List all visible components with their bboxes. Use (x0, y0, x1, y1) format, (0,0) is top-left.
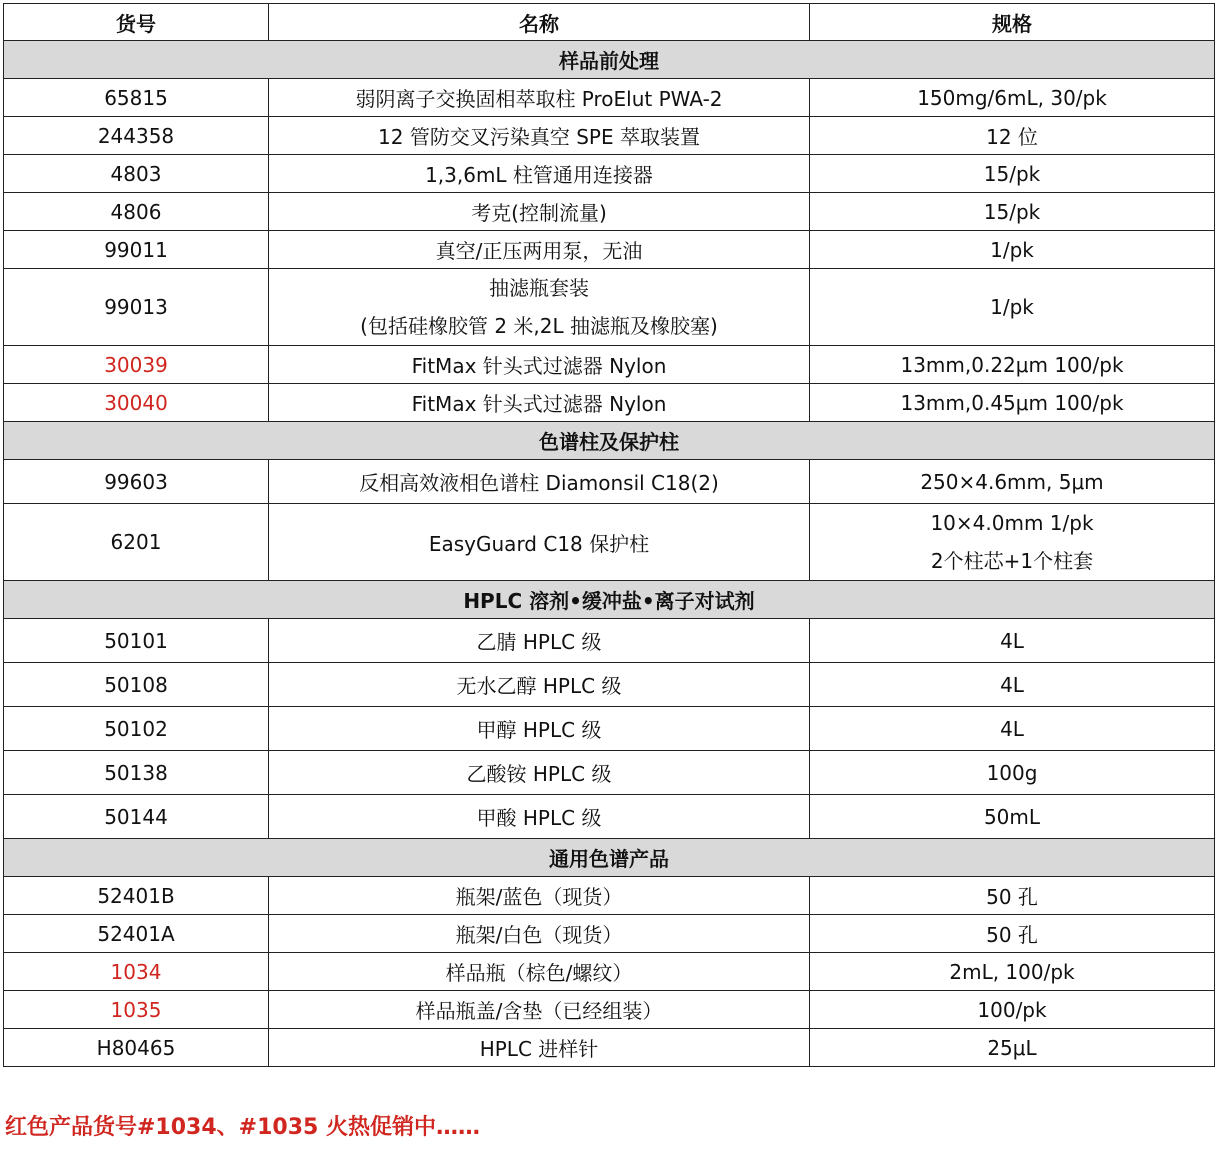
product-name-line: 乙酸铵 HPLC 级 (466, 762, 612, 786)
product-name (269, 155, 810, 193)
product-name-line: 无水乙醇 HPLC 级 (456, 674, 622, 698)
table-row (4, 795, 1215, 839)
table-row (4, 953, 1215, 991)
product-name (269, 953, 810, 991)
product-spec (810, 269, 1215, 346)
product-spec-line: 100g (986, 760, 1038, 785)
product-spec-line: 150mg/6mL, 30/pk (917, 85, 1107, 110)
product-name (269, 707, 810, 751)
table-row (4, 619, 1215, 663)
product-name (269, 269, 810, 346)
product-code: 65815 (4, 79, 269, 117)
product-name (269, 877, 810, 915)
product-spec-line: 4L (1000, 628, 1024, 653)
product-spec-line: 1/pk (990, 237, 1034, 262)
product-code: 6201 (4, 504, 269, 581)
product-name (269, 991, 810, 1029)
product-spec-line: 25μL (987, 1035, 1037, 1060)
product-name (269, 346, 810, 384)
product-name-line: (包括硅橡胶管 2 米,2L 抽滤瓶及橡胶塞) (360, 314, 718, 338)
product-table (3, 3, 1215, 1067)
product-spec (810, 663, 1215, 707)
product-code: 1035 (4, 991, 269, 1029)
section-title: 通用色谱产品 (4, 839, 1215, 877)
product-spec-line: 4L (1000, 716, 1024, 741)
product-code: 244358 (4, 117, 269, 155)
product-spec-line: 250×4.6mm, 5μm (920, 469, 1104, 494)
product-code: 4803 (4, 155, 269, 193)
product-name (269, 79, 810, 117)
table-row (4, 460, 1215, 504)
product-spec (810, 79, 1215, 117)
product-name-line: 反相高效液相色谱柱 Diamonsil C18(2) (359, 471, 719, 495)
product-code: 52401B (4, 877, 269, 915)
header-name: 名称 (269, 4, 810, 41)
product-name (269, 1029, 810, 1067)
product-name (269, 619, 810, 663)
product-name (269, 751, 810, 795)
product-name-line: HPLC 进样针 (479, 1037, 599, 1061)
section-header-row (4, 422, 1215, 460)
product-spec (810, 915, 1215, 953)
product-spec (810, 991, 1215, 1029)
table-row (4, 346, 1215, 384)
table-row (4, 155, 1215, 193)
table-row (4, 79, 1215, 117)
product-spec (810, 795, 1215, 839)
section-header-row (4, 839, 1215, 877)
product-spec (810, 1029, 1215, 1067)
product-name (269, 231, 810, 269)
product-name (269, 504, 810, 581)
product-code: 50138 (4, 751, 269, 795)
product-code: 50102 (4, 707, 269, 751)
product-spec-line: 12 位 (986, 125, 1038, 149)
product-code: 4806 (4, 193, 269, 231)
product-spec (810, 231, 1215, 269)
product-spec (810, 877, 1215, 915)
product-name (269, 460, 810, 504)
table-body (4, 41, 1215, 1067)
table-row (4, 707, 1215, 751)
product-name-line: 1,3,6mL 柱管通用连接器 (425, 163, 653, 187)
section-title: HPLC 溶剂•缓冲盐•离子对试剂 (4, 581, 1215, 619)
product-code: 50144 (4, 795, 269, 839)
header-code: 货号 (4, 4, 269, 41)
table-row (4, 504, 1215, 581)
product-spec-line: 100/pk (977, 997, 1047, 1022)
product-name-line: 样品瓶盖/含垫（已经组装） (415, 999, 663, 1023)
table-row (4, 193, 1215, 231)
header-spec: 规格 (810, 4, 1215, 41)
product-spec (810, 384, 1215, 422)
product-name-line: FitMax 针头式过滤器 Nylon (411, 354, 667, 378)
product-name-line: 考克(控制流量) (471, 201, 607, 225)
product-spec-line: 50mL (983, 804, 1041, 829)
section-title: 样品前处理 (4, 41, 1215, 79)
product-spec-line: 13mm,0.45μm 100/pk (900, 390, 1124, 415)
product-name-line: 真空/正压两用泵，无油 (435, 239, 643, 263)
product-code: 50101 (4, 619, 269, 663)
product-spec-line: 2个柱芯+1个柱套 (930, 549, 1094, 573)
product-spec-line: 15/pk (983, 161, 1041, 186)
table-row (4, 231, 1215, 269)
product-name-line: FitMax 针头式过滤器 Nylon (411, 392, 667, 416)
product-code: 99603 (4, 460, 269, 504)
product-spec (810, 953, 1215, 991)
product-name-line: 样品瓶（棕色/螺纹） (445, 961, 633, 985)
table-row (4, 663, 1215, 707)
product-code: H80465 (4, 1029, 269, 1067)
product-name-line: 瓶架/白色（现货） (455, 923, 623, 947)
product-spec (810, 193, 1215, 231)
product-code: 30040 (4, 384, 269, 422)
table-row (4, 751, 1215, 795)
product-code: 99013 (4, 269, 269, 346)
table-row (4, 915, 1215, 953)
product-name-line: 弱阴离子交换固相萃取柱 ProElut PWA-2 (355, 87, 723, 111)
product-name (269, 663, 810, 707)
product-spec (810, 155, 1215, 193)
product-code: 1034 (4, 953, 269, 991)
table-row (4, 877, 1215, 915)
table-row (4, 269, 1215, 346)
product-name-line: EasyGuard C18 保护柱 (428, 531, 650, 556)
product-spec (810, 460, 1215, 504)
product-name (269, 193, 810, 231)
product-spec-line: 4L (1000, 672, 1024, 697)
section-title: 色谱柱及保护柱 (4, 422, 1215, 460)
product-spec-line: 10×4.0mm 1/pk (930, 511, 1094, 535)
product-spec-line: 50 孔 (986, 923, 1038, 947)
product-name-line: 12 管防交叉污染真空 SPE 萃取装置 (378, 125, 700, 149)
product-code: 50108 (4, 663, 269, 707)
product-name (269, 915, 810, 953)
product-spec (810, 707, 1215, 751)
product-name (269, 795, 810, 839)
product-spec-line: 1/pk (990, 295, 1034, 319)
product-spec (810, 751, 1215, 795)
product-name-line: 瓶架/蓝色（现货） (455, 885, 623, 909)
product-name-line: 甲醇 HPLC 级 (476, 718, 602, 742)
product-spec (810, 346, 1215, 384)
product-name-line: 甲酸 HPLC 级 (476, 806, 602, 830)
table-row (4, 384, 1215, 422)
table-row (4, 117, 1215, 155)
section-header-row (4, 41, 1215, 79)
product-name (269, 384, 810, 422)
section-header-row (4, 581, 1215, 619)
product-spec-line: 13mm,0.22μm 100/pk (900, 352, 1124, 377)
product-spec (810, 619, 1215, 663)
header-row (4, 4, 1215, 41)
product-name (269, 117, 810, 155)
product-spec (810, 504, 1215, 581)
product-code: 30039 (4, 346, 269, 384)
table-row (4, 1029, 1215, 1067)
product-code: 52401A (4, 915, 269, 953)
product-name-line: 抽滤瓶套装 (489, 276, 589, 300)
product-name-line: 乙腈 HPLC 级 (476, 630, 602, 654)
product-spec (810, 117, 1215, 155)
product-spec-line: 2mL, 100/pk (949, 959, 1075, 984)
product-spec-line: 15/pk (983, 199, 1041, 224)
product-code: 99011 (4, 231, 269, 269)
promo-footer: 红色产品货号#1034、#1035 火热促销中…… (5, 1115, 480, 1140)
table-row (4, 991, 1215, 1029)
product-spec-line: 50 孔 (986, 885, 1038, 909)
